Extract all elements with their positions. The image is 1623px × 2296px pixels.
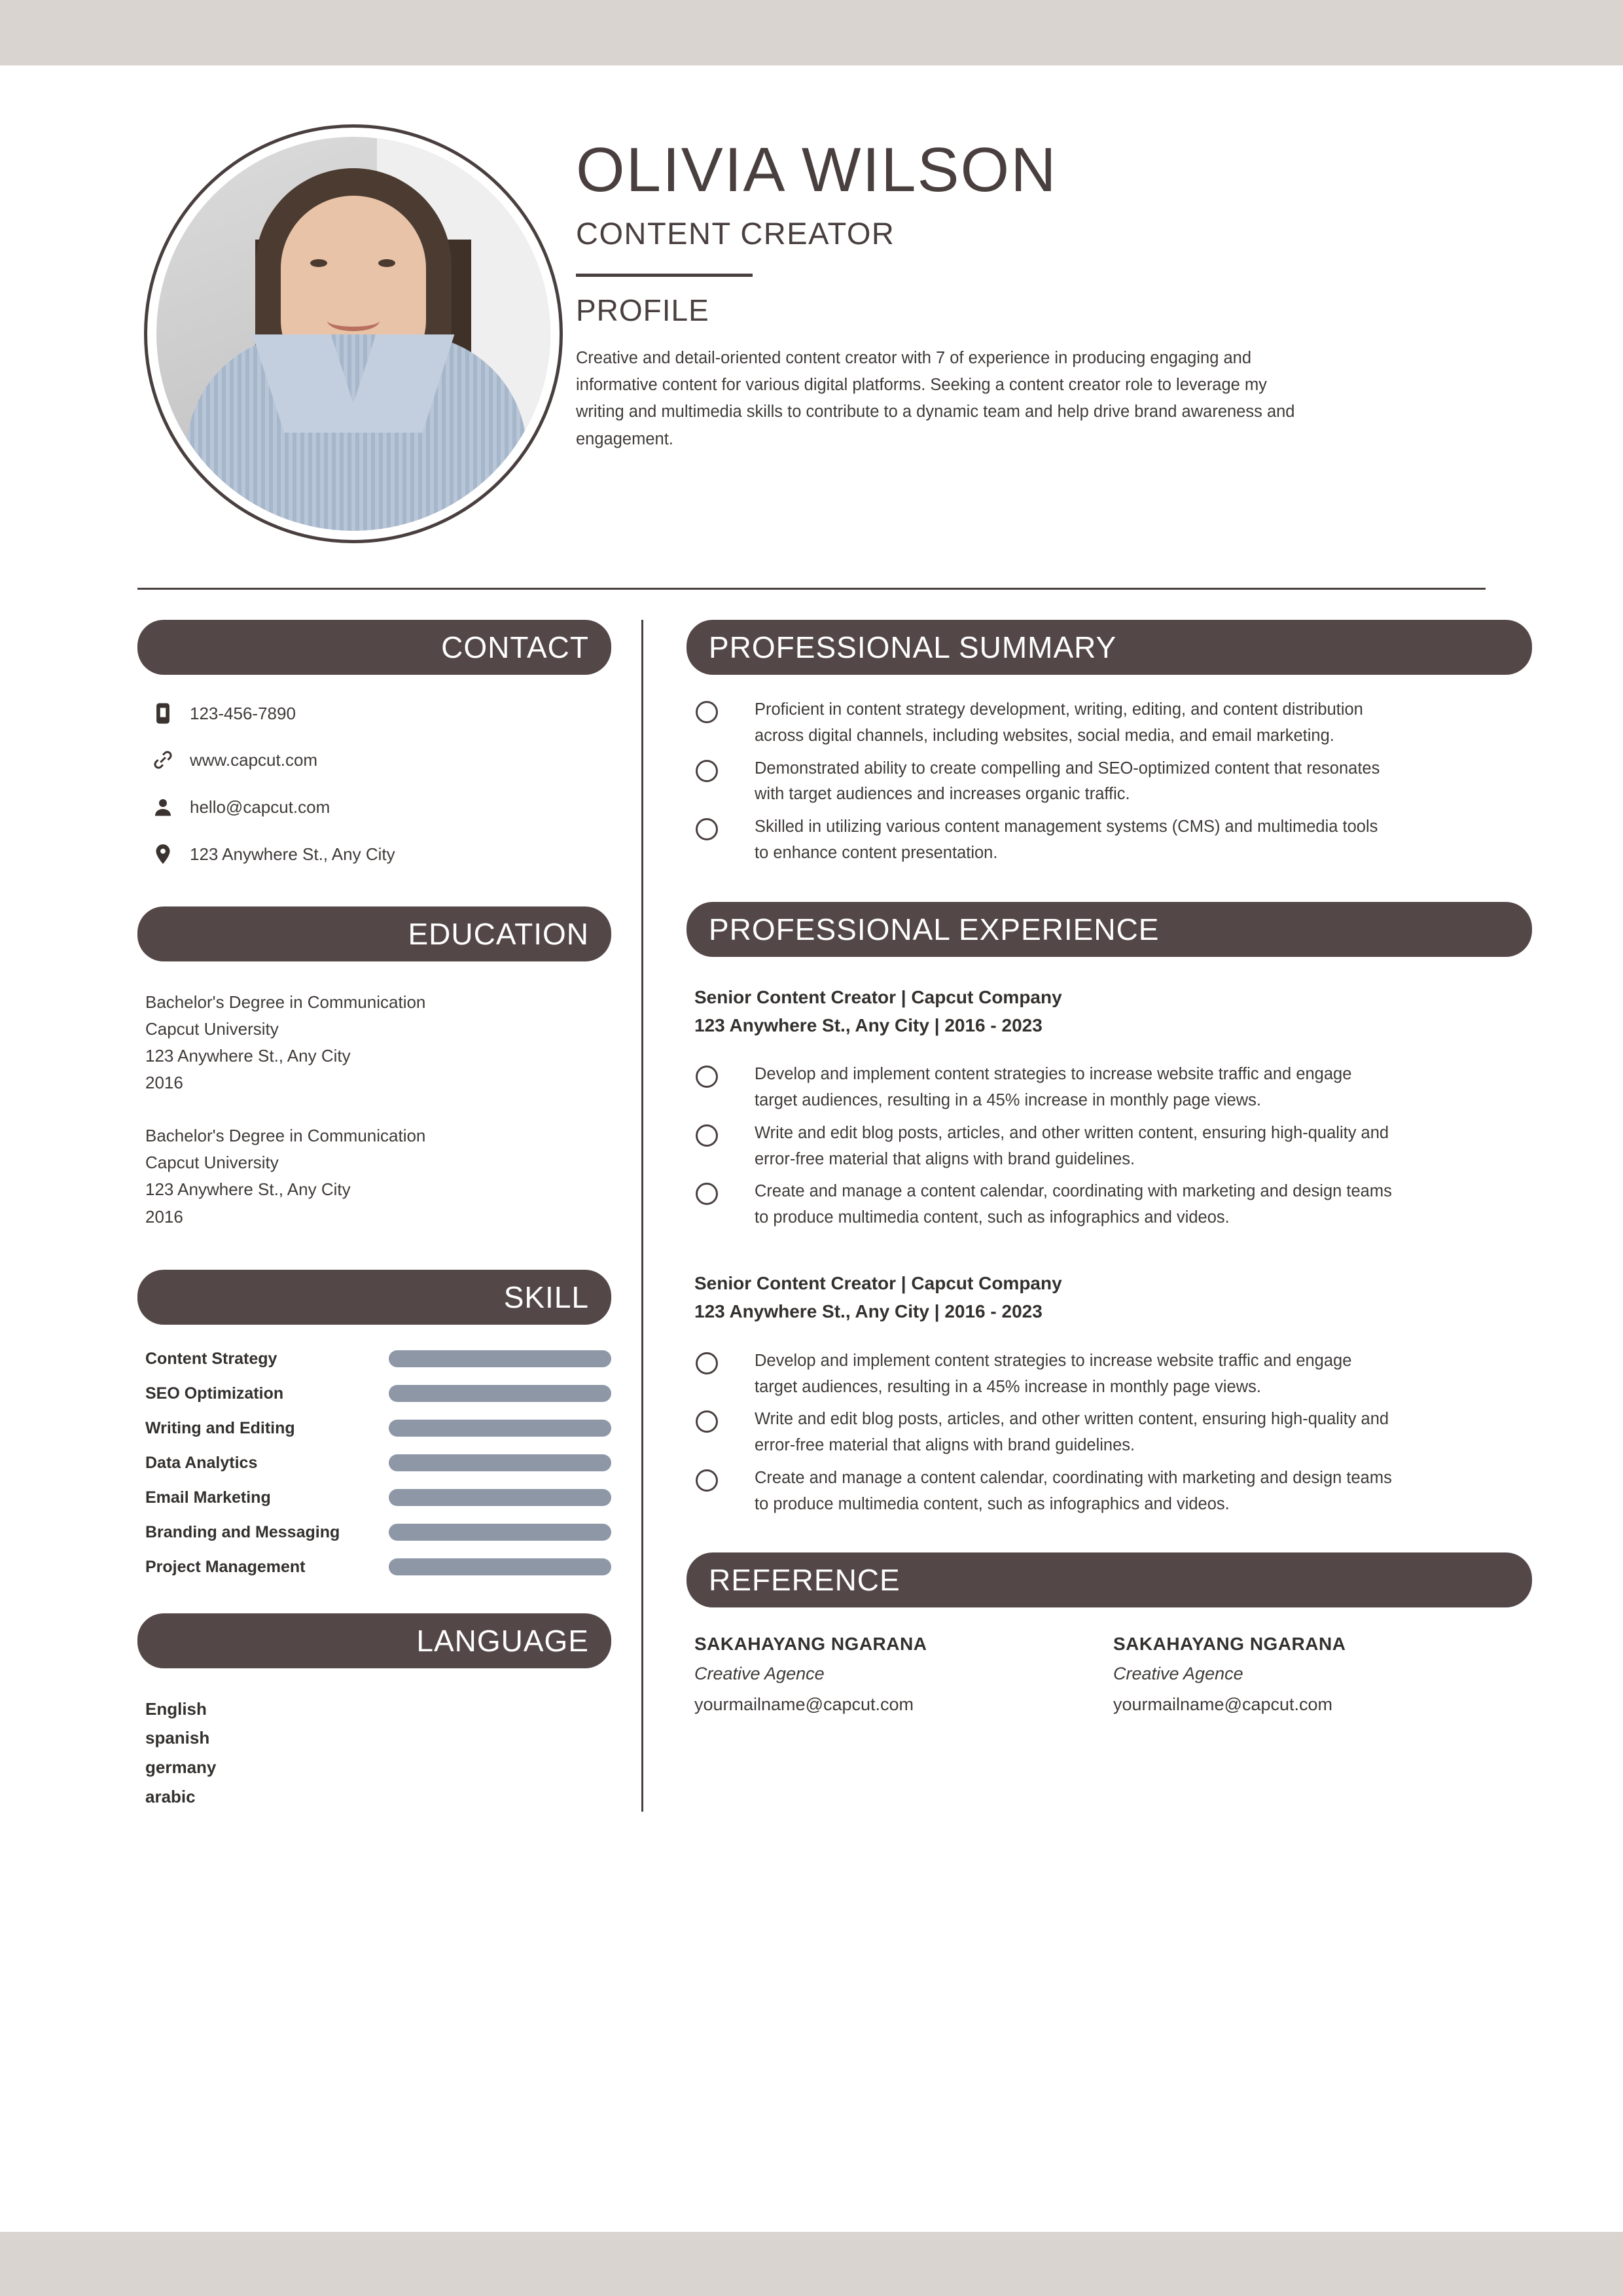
section-header-contact — [137, 620, 611, 675]
skill-bar — [389, 1454, 611, 1471]
education-address: 123 Anywhere St., Any City — [145, 1046, 351, 1066]
list-item — [145, 1419, 611, 1438]
bullet-circle-icon — [696, 1183, 718, 1205]
list-item — [696, 814, 1532, 867]
list-item — [696, 697, 1532, 749]
section-header-education — [137, 906, 611, 961]
section-header-skill — [137, 1270, 611, 1325]
list-item — [696, 1407, 1532, 1459]
profile-heading: PROFILE — [576, 293, 709, 327]
skill-bar — [389, 1350, 611, 1367]
left-column — [137, 620, 641, 1812]
reference-name: SAKAHAYANG NGARANA — [694, 1634, 927, 1655]
bullet-circle-icon — [696, 1410, 718, 1433]
contact-phone: 123-456-7890 — [190, 703, 296, 723]
education-title: EDUCATION — [408, 917, 589, 951]
job-bullet-text: Write and edit blog posts, articles, and other written content, ensuring high-quality and error-free material that aligns with brand guidelines. — [755, 1123, 1389, 1168]
summary-bullet-text: Demonstrated ability to create compelling and SEO-optimized content that resonates with target audiences and increases organic traffic. — [755, 759, 1380, 804]
education-address: 123 Anywhere St., Any City — [145, 1179, 351, 1200]
summary-title: PROFESSIONAL SUMMARY — [709, 630, 1117, 664]
link-icon — [145, 748, 181, 772]
list-item — [145, 1350, 611, 1369]
list-item — [145, 1558, 611, 1577]
contact-address: 123 Anywhere St., Any City — [190, 844, 395, 864]
bullet-circle-icon — [696, 1066, 718, 1088]
section-header-reference — [687, 1552, 1532, 1607]
education-school: Capcut University — [145, 1019, 279, 1039]
list-item[interactable] — [145, 748, 611, 772]
job-bullet-text: Create and manage a content calendar, coordinating with marketing and design teams to produce multimedia content, such as infographics and videos. — [755, 1468, 1392, 1513]
job-entry-header — [694, 983, 1532, 1040]
reference-email[interactable]: yourmailname@capcut.com — [1113, 1695, 1333, 1715]
list-item: germany — [145, 1757, 217, 1778]
bullet-circle-icon — [696, 1124, 718, 1147]
education-year: 2016 — [145, 1073, 183, 1093]
skill-label: SEO Optimization — [145, 1384, 284, 1403]
contact-email: hello@capcut.com — [190, 797, 330, 817]
list-item — [145, 1523, 611, 1542]
list-item — [696, 1465, 1532, 1518]
bullet-circle-icon — [696, 818, 718, 840]
list-item: English — [145, 1698, 207, 1719]
skill-label: Email Marketing — [145, 1488, 271, 1507]
skill-bar — [389, 1385, 611, 1402]
job-title: Senior Content Creator | Capcut Company — [694, 986, 1062, 1007]
location-pin-icon — [145, 842, 181, 866]
list-item — [696, 1121, 1532, 1173]
job-bullet-text: Create and manage a content calendar, coordinating with marketing and design teams to produce multimedia content, such as infographics and videos. — [755, 1182, 1392, 1227]
contact-title: CONTACT — [441, 630, 589, 664]
list-item — [145, 1488, 611, 1507]
list-item — [696, 756, 1532, 808]
list-item[interactable] — [145, 795, 611, 819]
list-item[interactable] — [145, 842, 611, 866]
profile-text: Creative and detail-oriented content creator with 7 of experience in producing engaging and informative content for various digital platforms. Seeking a content creator role to leverage my writing and multimedia skills to contribute to a dynamic team and help drive brand awareness and engagement. — [576, 348, 1295, 448]
list-item[interactable] — [145, 702, 611, 725]
job-bullets — [687, 1062, 1532, 1231]
skill-label: Content Strategy — [145, 1349, 277, 1368]
job-meta: 123 Anywhere St., Any City | 2016 - 2023 — [694, 1014, 1043, 1035]
contact-website: www.capcut.com — [190, 749, 318, 770]
list-item: spanish — [145, 1728, 210, 1748]
job-entry-header — [694, 1269, 1532, 1326]
resume-page — [0, 65, 1623, 2232]
education-year: 2016 — [145, 1206, 183, 1227]
bullet-circle-icon — [696, 1469, 718, 1492]
summary-bullet-text: Skilled in utilizing various content management systems (CMS) and multimedia tools to enhance content presentation. — [755, 817, 1378, 862]
job-bullet-text: Write and edit blog posts, articles, and other written content, ensuring high-quality and error-free material that aligns with brand guidelines. — [755, 1410, 1389, 1455]
section-header-experience — [687, 902, 1532, 957]
list-item — [696, 1348, 1532, 1401]
list-item: arabic — [145, 1786, 196, 1806]
skill-list — [145, 1350, 611, 1577]
right-column — [643, 620, 1532, 1812]
job-meta: 123 Anywhere St., Any City | 2016 - 2023 — [694, 1301, 1043, 1322]
contact-list — [145, 702, 611, 866]
section-header-language — [137, 1613, 611, 1668]
education-degree: Bachelor's Degree in Communication — [145, 1126, 426, 1146]
phone-icon — [145, 702, 181, 725]
reference-email[interactable]: yourmailname@capcut.com — [694, 1695, 914, 1715]
skill-label: Writing and Editing — [145, 1418, 295, 1437]
reference-list — [687, 1634, 1532, 1715]
avatar-wrapper — [137, 111, 569, 543]
reference-title: REFERENCE — [709, 1563, 901, 1598]
skill-bar — [389, 1420, 611, 1437]
reference-role: Creative Agence — [1113, 1664, 1243, 1684]
skill-label: Project Management — [145, 1557, 306, 1576]
skill-label: Data Analytics — [145, 1453, 258, 1472]
education-entry — [145, 1122, 611, 1230]
language-title: LANGUAGE — [416, 1623, 589, 1658]
skill-bar — [389, 1558, 611, 1575]
job-bullet-text: Develop and implement content strategies to increase website traffic and engage target audiences, resulting in a 45% increase in monthly page views. — [755, 1065, 1352, 1110]
person-icon — [145, 795, 181, 819]
reference-role: Creative Agence — [694, 1664, 825, 1684]
skill-bar — [389, 1489, 611, 1506]
bullet-circle-icon — [696, 701, 718, 723]
list-item — [696, 1179, 1532, 1231]
job-title: Senior Content Creator | Capcut Company — [694, 1272, 1062, 1293]
summary-bullet-text: Proficient in content strategy development, writing, editing, and content distribution across digital channels, including websites, social media, and email marketing. — [755, 700, 1363, 745]
bullet-circle-icon — [696, 760, 718, 782]
job-role: CONTENT CREATOR — [576, 215, 895, 251]
bullet-circle-icon — [696, 1352, 718, 1374]
summary-bullets — [687, 697, 1532, 867]
language-list — [145, 1695, 611, 1812]
list-item — [694, 1634, 1113, 1715]
experience-title: PROFESSIONAL EXPERIENCE — [709, 912, 1160, 946]
resume-header — [137, 111, 1486, 569]
page-title: OLIVIA WILSON — [576, 135, 1058, 205]
avatar — [156, 137, 550, 531]
header-divider — [137, 588, 1486, 590]
skill-title: SKILL — [503, 1280, 589, 1314]
avatar-ring — [144, 124, 563, 543]
list-item — [145, 1454, 611, 1473]
education-degree: Bachelor's Degree in Communication — [145, 992, 426, 1012]
skill-bar — [389, 1524, 611, 1541]
list-item — [145, 1384, 611, 1403]
section-header-summary — [687, 620, 1532, 675]
job-bullets — [687, 1348, 1532, 1518]
reference-name: SAKAHAYANG NGARANA — [1113, 1634, 1346, 1655]
list-item — [696, 1062, 1532, 1114]
skill-label: Branding and Messaging — [145, 1522, 340, 1541]
education-school: Capcut University — [145, 1153, 279, 1173]
job-bullet-text: Develop and implement content strategies to increase website traffic and engage target audiences, resulting in a 45% increase in monthly page views. — [755, 1351, 1352, 1396]
list-item — [1113, 1634, 1532, 1715]
title-rule — [576, 274, 753, 277]
education-entry — [145, 989, 611, 1096]
